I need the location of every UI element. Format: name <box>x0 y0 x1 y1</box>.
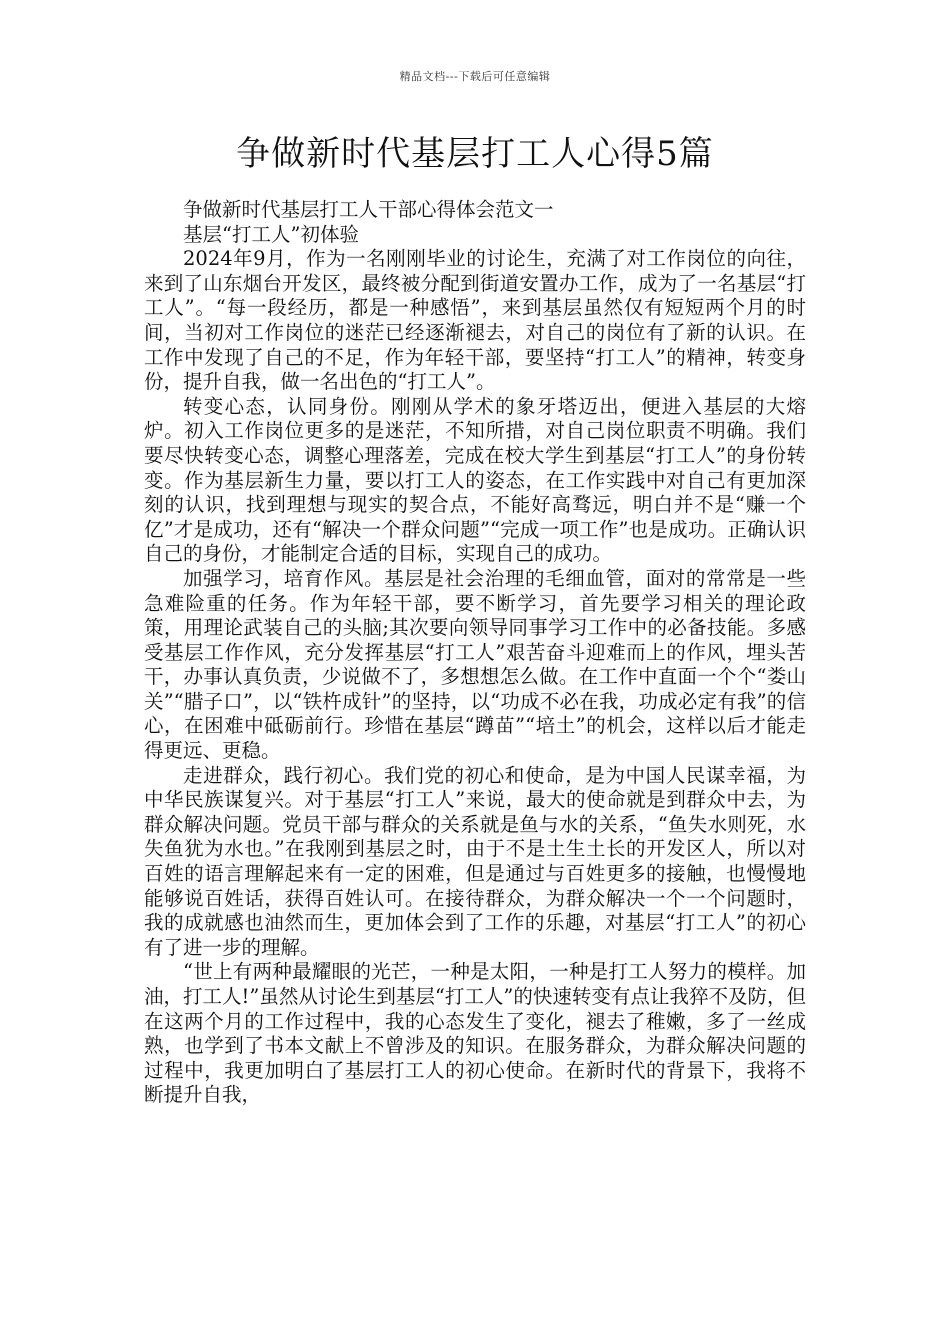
paragraph: 转变心态，认同身份。刚刚从学术的象牙塔迈出，便进入基层的大熔炉。初入工作岗位更多的是迷茫，不知所措，对自己岗位职责不明确。我们要尽快转变心态，调整心理落差，完成在校大学生到基层“打工人”的身份转变。作为基层新生力量，要以打工人的姿态，在工作实践中对自己有更加深刻的认识，找到理想与现实的契合点，不能好高骛远，明白并不是“赚一个亿”才是成功，还有“解决一个群众问题”“完成一项工作”也是成功。正确认识自己的身份，才能制定合适的目标，实现自己的成功。 <box>144 394 806 566</box>
paragraph: 加强学习，培育作风。基层是社会治理的毛细血管，面对的常常是一些急难险重的任务。作为年轻干部，要不断学习，首先要学习相关的理论政策，用理论武装自己的头脑;其次要向领导同事学习工作中的必备技能。多感受基层工作作风，充分发挥基层“打工人”艰苦奋斗迎难而上的作风，埋头苦干，办事认真负责，少说做不了，多想想怎么做。在工作中直面一个个“娄山关”“腊子口”，以“铁杵成针”的坚持，以“功成不必在我，功成必定有我”的信心，在困难中砥砺前行。珍惜在基层“蹲苗”“培土”的机会，这样以后才能走得更远、更稳。 <box>144 566 806 763</box>
header-note: 精品文档---下载后可任意编辑 <box>399 70 551 83</box>
paragraph-subtitle: 争做新时代基层打工人干部心得体会范文一 <box>183 198 554 221</box>
paragraph-heading: 基层“打工人”初体验 <box>183 222 359 246</box>
paragraph: 2024年9月，作为一名刚刚毕业的讨论生，充满了对工作岗位的向往，来到了山东烟台开发区，最终被分配到街道安置办工作，成为了一名基层“打工人”。“每一段经历，都是一种感悟”，来到基层虽然仅有短短两个月的时间，当初对工作岗位的迷茫已经逐渐褪去，对自己的岗位有了新的认识。在工作中发现了自己的不足，作为年轻干部，要坚持“打工人”的精神，转变身份，提升自我，做一名出色的“打工人”。 <box>144 247 806 394</box>
paragraph: “世上有两种最耀眼的光芒，一种是太阳，一种是打工人努力的模样。加油，打工人!”虽然从讨论生到基层“打工人”的快速转变有点让我猝不及防，但在这两个月的工作过程中，我的心态发生了变化，褪去了稚嫩，多了一丝成熟，也学到了书本文献上不曾涉及的知识。在服务群众，为群众解决问题的过程中，我更加明白了基层打工人的初心使命。在新时代的背景下，我将不断提升自我， <box>144 960 806 1107</box>
paragraph: 走进群众，践行初心。我们党的初心和使命，是为中国人民谋幸福，为中华民族谋复兴。对于基层“打工人”来说，最大的使命就是到群众中去，为群众解决问题。党员干部与群众的关系就是鱼与水的关系，“鱼失水则死，水失鱼犹为水也。”在我刚到基层之时，由于不是土生土长的开发区人，所以对百姓的语言理解起来有一定的困难，但是通过与百姓更多的接触，也慢慢地能够说百姓话，获得百姓认可。在接待群众，为群众解决一个一个问题时，我的成就感也油然而生，更加体会到了工作的乐趣，对基层“打工人”的初心有了进一步的理解。 <box>144 763 806 959</box>
document-title: 争做新时代基层打工人心得5篇 <box>236 134 714 174</box>
document-body <box>144 198 806 1108</box>
